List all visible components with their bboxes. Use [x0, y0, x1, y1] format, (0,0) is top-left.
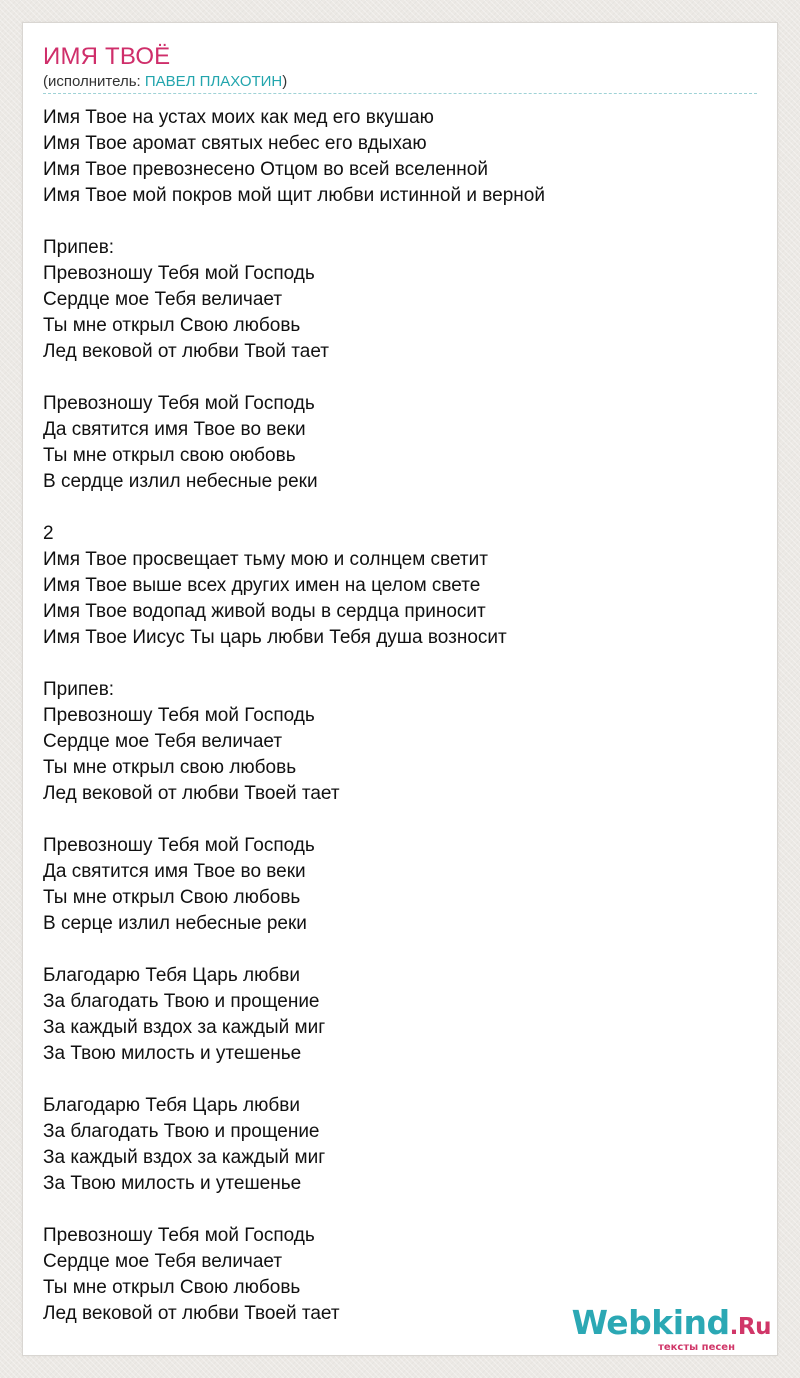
lyric-line: Превозношу Тебя мой Господь: [43, 835, 315, 856]
lyric-line: Лед вековой от любви Твоей тает: [43, 1303, 340, 1324]
site-logo[interactable]: [571, 1303, 771, 1353]
lyric-line: Имя Твое на устах моих как мед его вкушаю: [43, 107, 434, 128]
lyric-line: В серце излил небесные реки: [43, 913, 307, 934]
lyric-blank-line: [43, 651, 757, 677]
lyric-line: Ты мне открыл Свою любовь: [43, 1277, 301, 1298]
lyric-blank-line: [43, 209, 757, 235]
lyric-line: Благодарю Тебя Царь любви: [43, 965, 300, 986]
lyric-line: За каждый вздох за каждый миг: [43, 1017, 326, 1038]
logo-tagline: тексты песен: [658, 1342, 735, 1353]
lyric-line: В сердце излил небесные реки: [43, 471, 318, 492]
lyric-line: За каждый вздох за каждый миг: [43, 1147, 326, 1168]
lyric-line: Благодарю Тебя Царь любви: [43, 1095, 300, 1116]
lyric-line: Ты мне открыл свою любовь: [43, 757, 297, 778]
lyrics-card: [22, 22, 778, 1356]
lyric-blank-line: [43, 1197, 757, 1223]
lyric-line: Превозношу Тебя мой Господь: [43, 393, 315, 414]
lyric-line: Превозношу Тебя мой Господь: [43, 1225, 315, 1246]
artist-line: [43, 73, 287, 91]
lyric-line: Превозношу Тебя мой Господь: [43, 263, 315, 284]
lyric-blank-line: [43, 807, 757, 833]
lyric-blank-line: [43, 937, 757, 963]
lyric-line: Имя Твое просвещает тьму мою и солнцем светит: [43, 549, 488, 570]
lyric-line: Ты мне открыл свою оюбовь: [43, 445, 296, 466]
divider: [43, 93, 757, 94]
lyric-line: Ты мне открыл Свою любовь: [43, 315, 301, 336]
lyric-line: Имя Твое водопад живой воды в сердца приносит: [43, 601, 486, 622]
lyrics-text: [43, 105, 757, 1327]
lyric-line: Сердце мое Тебя величает: [43, 289, 283, 310]
song-title: ИМЯ ТВОЁ: [43, 43, 171, 70]
lyric-line: Ты мне открыл Свою любовь: [43, 887, 301, 908]
lyric-line: За Твою милость и утешенье: [43, 1173, 302, 1194]
lyric-line: Припев:: [43, 679, 115, 700]
lyric-line: 2: [43, 523, 54, 544]
lyric-line: За Твою милость и утешенье: [43, 1043, 302, 1064]
lyric-line: За благодать Твою и прощение: [43, 1121, 320, 1142]
logo-main-text: Webkind: [571, 1303, 730, 1342]
lyric-line: Имя Твое мой покров мой щит любви истинной и верной: [43, 185, 545, 206]
lyric-line: Имя Твое выше всех других имен на целом свете: [43, 575, 481, 596]
artist-prefix: (исполнитель:: [43, 73, 145, 90]
lyric-line: За благодать Твою и прощение: [43, 991, 320, 1012]
lyric-line: Сердце мое Тебя величает: [43, 1251, 283, 1272]
lyric-blank-line: [43, 1067, 757, 1093]
lyric-line: Сердце мое Тебя величает: [43, 731, 283, 752]
artist-link[interactable]: ПАВЕЛ ПЛАХОТИН: [144, 73, 283, 90]
lyric-line: Да святится имя Твое во веки: [43, 419, 306, 440]
lyric-line: Да святится имя Твое во веки: [43, 861, 306, 882]
lyric-blank-line: [43, 495, 757, 521]
lyric-line: Лед вековой от любви Твой тает: [43, 341, 330, 362]
lyric-line: Имя Твое Иисус Ты царь любви Тебя душа возносит: [43, 627, 507, 648]
lyric-line: Имя Твое превознесено Отцом во всей вселенной: [43, 159, 488, 180]
lyric-line: Превозношу Тебя мой Господь: [43, 705, 315, 726]
lyric-line: Припев:: [43, 237, 115, 258]
lyric-line: Лед вековой от любви Твоей тает: [43, 783, 340, 804]
artist-suffix: ): [282, 73, 288, 90]
lyric-blank-line: [43, 365, 757, 391]
lyric-line: Имя Твое аромат святых небес его вдыхаю: [43, 133, 427, 154]
logo-tld: .Ru: [729, 1314, 771, 1340]
logo-wordmark: [571, 1303, 771, 1344]
